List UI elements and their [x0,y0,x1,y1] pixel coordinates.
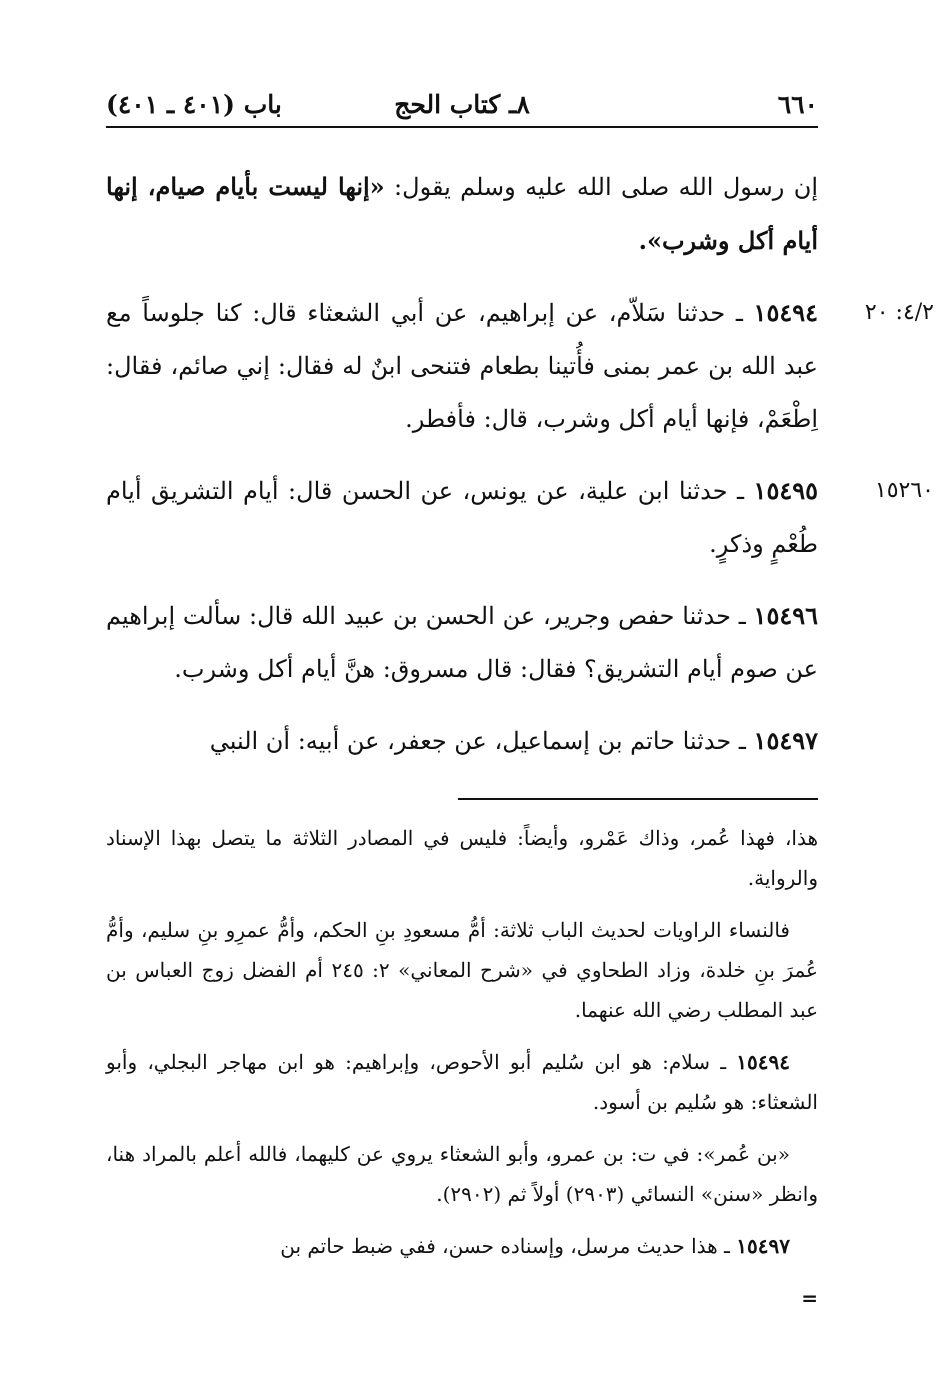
page-header [106,86,818,128]
footnote-separator [458,798,818,800]
footnotes [106,818,818,1318]
footnote-continuation: هذا، فهذا عُمر، وذاك عَمْرو، وأيضاً: فليس في المصادر الثلاثة ما يتصل بهذا الإسناد والرواية. [106,826,818,890]
hadith-15497 [106,714,818,768]
hadith-number: ١٥٤٩٦ [753,601,818,630]
footnote-text: ـ هذا حديث مرسل، وإسناده حسن، ففي ضبط حاتم بن [280,1234,737,1258]
margin-reference: ١٥٢٦٠ [874,478,934,503]
book-title: ٨ـ كتاب الحج [394,90,530,119]
continuation-text: إن رسول الله صلى الله عليه وسلم يقول: [384,173,818,201]
hadith-number: ١٥٤٩٤ [753,298,818,327]
footnote-number: ١٥٤٩٤ [736,1050,790,1074]
continuation-mark: = [801,1286,818,1310]
margin-reference: ٤/٢: ٢٠ [864,300,934,325]
chapter-reference: باب (٤٠١ ـ ٤٠١) [106,90,282,119]
main-text [106,160,934,768]
page-number: ٦٦٠ [777,90,818,119]
hadith-number: ١٥٤٩٥ [753,476,818,505]
footnote-continuation-mark [106,1278,818,1318]
footnote-text: ـ سلام: هو ابن سُليم أبو الأحوص، وإبراهيم: هو ابن مهاجر البجلي، وأبو الشعثاء: هو سُليم بن أسود. [106,1050,818,1114]
paragraph-continuation [106,160,818,268]
hadith-15494 [106,286,934,446]
hadith-number: ١٥٤٩٧ [753,726,818,755]
footnote-15494 [106,1042,818,1122]
hadith-text: ـ حدثنا حاتم بن إسماعيل، عن جعفر، عن أبيه: أن النبي [209,727,754,755]
quoted-hadith: «إنها ليست بأيام صيام، إنها أيام أكل وشرب». [106,172,818,255]
footnote-number: ١٥٤٩٧ [736,1234,790,1258]
footnote-15497 [106,1226,818,1266]
footnote-paragraph: «بن عُمر»: في ت: بن عمرو، وأبو الشعثاء يروي عن كليهما، فالله أعلم بالمراد هنا، وانظر «سنن» النسائي (٢٩٠٣) أولاً ثم (٢٩٠٢). [106,1142,818,1206]
hadith-text: ـ حدثنا حفص وجرير، عن الحسن بن عبيد الله قال: سألت إبراهيم عن صوم أيام التشريق؟ فقال: قال مسروق: هنَّ أيام أكل وشرب. [106,602,818,683]
footnote-paragraph: فالنساء الراويات لحديث الباب ثلاثة: أمُّ مسعودِ بنِ الحكم، وأمُّ عمرِو بنِ سليم، وأمُّ عُمرَ بنِ خلدة، وزاد الطحاوي في «شرح المعاني» ٢: ٢٤٥ أم الفضل زوج العباس بن عبد المطلب رضي الله عنهما. [106,918,818,1022]
hadith-text: ـ حدثنا ابن علية، عن يونس، عن الحسن قال: أيام التشريق أيام طُعْمٍ وذكرٍ. [106,477,818,558]
hadith-15496 [106,589,818,696]
hadith-15495 [106,464,934,571]
hadith-text: ـ حدثنا سَلاّم، عن إبراهيم، عن أبي الشعثاء قال: كنا جلوساً مع عبد الله بن عمر بمنى فأُتينا بطعام فتنحى ابنٌ له فقال: إني صائم، فقال: اِطْعَمْ، فإنها أيام أكل وشرب، قال: فأفطر. [106,299,818,433]
